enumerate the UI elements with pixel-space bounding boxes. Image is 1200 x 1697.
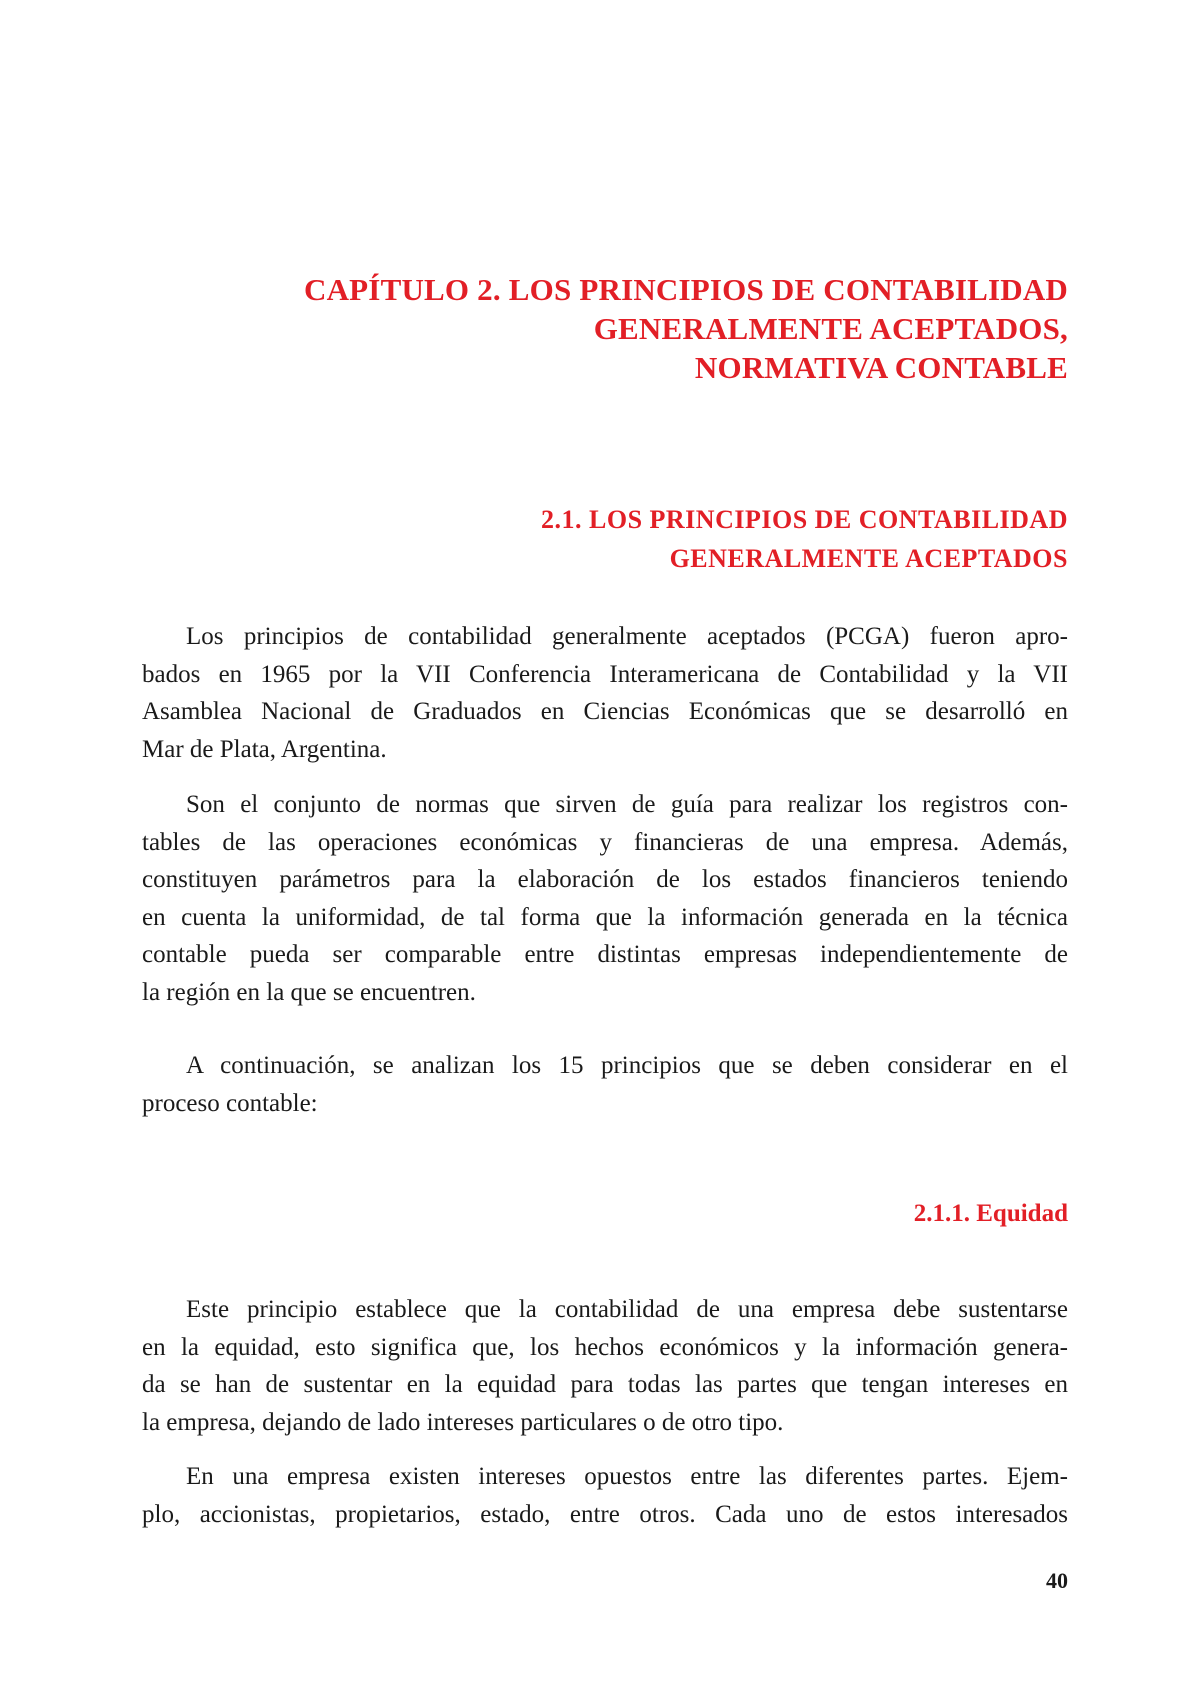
paragraph-line: la empresa, dejando de lado intereses particulares o de otro tipo. [142, 1408, 784, 1436]
section-title [168, 500, 1068, 578]
paragraph-line: contable pueda ser comparable entre distintas empresas independientemente de [142, 941, 1068, 968]
paragraph-line: da se han de sustentar en la equidad para todas las partes que tengan intereses en [142, 1371, 1068, 1398]
paragraph-line: la región en la que se encuentren. [142, 978, 476, 1006]
chapter-title-line: GENERALMENTE ACEPTADOS, [593, 311, 1068, 346]
paragraph-line: proceso contable: [142, 1089, 318, 1117]
chapter-title-line: NORMATIVA CONTABLE [694, 350, 1068, 385]
paragraph-line: constituyen parámetros para la elaboración de los estados financieros teniendo [142, 866, 1068, 893]
paragraph-line: Los principios de contabilidad generalmente aceptados (PCGA) fueron apro- [186, 623, 1068, 650]
section-title-line: 2.1. LOS PRINCIPIOS DE CONTABILIDAD [541, 505, 1068, 534]
paragraph-line: Son el conjunto de normas que sirven de guía para realizar los registros con- [186, 791, 1068, 818]
paragraph-line: En una empresa existen intereses opuestos entre las diferentes partes. Ejem- [186, 1463, 1068, 1490]
paragraph-line: Mar de Plata, Argentina. [142, 735, 387, 763]
paragraph-line: Asamblea Nacional de Graduados en Ciencias Económicas que se desarrolló en [142, 698, 1068, 725]
paragraph-line: bados en 1965 por la VII Conferencia Interamericana de Contabilidad y la VII [142, 660, 1068, 688]
chapter-title [168, 270, 1068, 387]
paragraph-intro-principles [142, 1047, 1068, 1122]
paragraph-intereses [142, 1458, 1068, 1533]
paragraph-pcga-origin [142, 618, 1068, 768]
paragraph-line: Este principio establece que la contabilidad de una empresa debe sustentarse [186, 1296, 1068, 1323]
paragraph-line: tables de las operaciones económicas y financieras de una empresa. Además, [142, 828, 1068, 856]
paragraph-line: A continuación, se analizan los 15 principios que se deben considerar en el [186, 1052, 1068, 1079]
section-title-line: GENERALMENTE ACEPTADOS [669, 544, 1068, 573]
subsection-title-equidad: 2.1.1. Equidad [913, 1200, 1068, 1227]
paragraph-line: plo, accionistas, propietarios, estado, entre otros. Cada uno de estos interesados [142, 1500, 1068, 1528]
chapter-title-line: CAPÍTULO 2. LOS PRINCIPIOS DE CONTABILIDAD [304, 272, 1068, 307]
paragraph-line: en la equidad, esto significa que, los hechos económicos y la información genera- [142, 1333, 1068, 1361]
paragraph-equidad [142, 1291, 1068, 1441]
paragraph-line: en cuenta la uniformidad, de tal forma que la información generada en la técnica [142, 903, 1068, 931]
paragraph-definition [142, 786, 1068, 1011]
page-number: 40 [1046, 1568, 1068, 1593]
